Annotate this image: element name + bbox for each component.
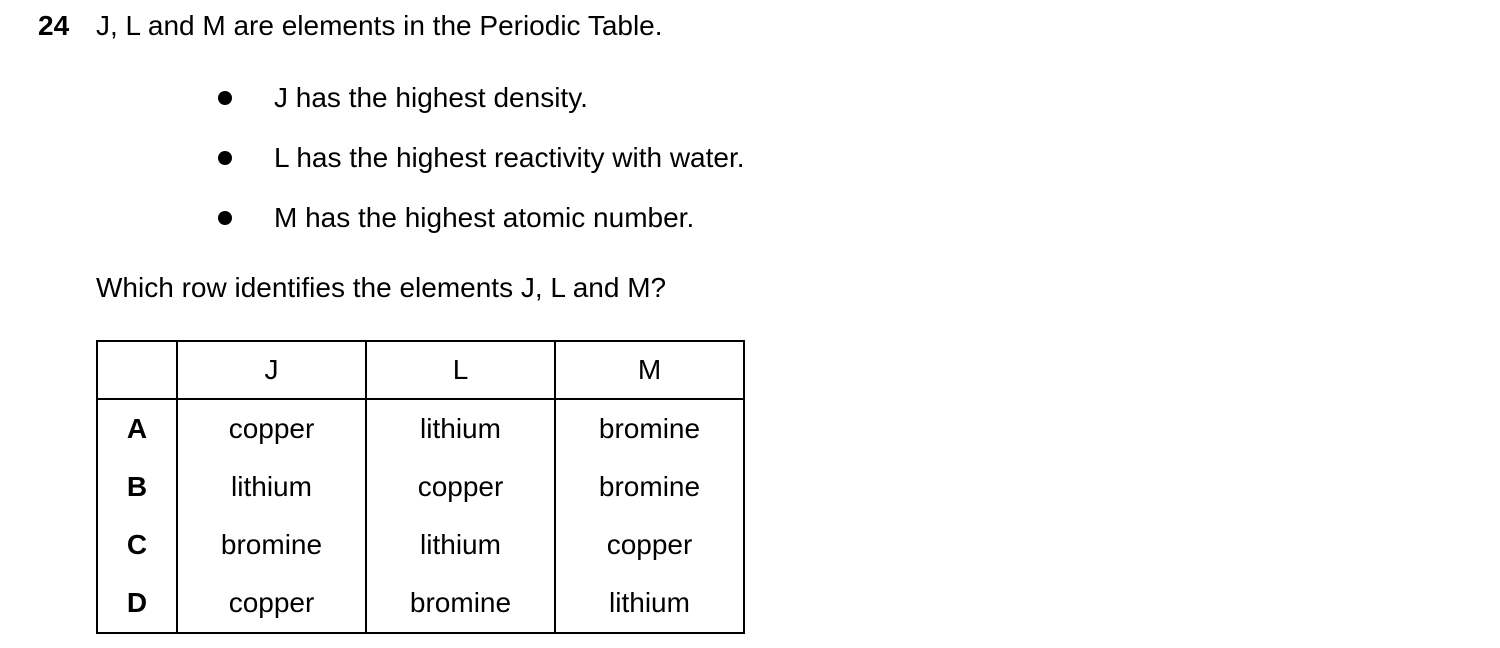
table-cell: copper: [177, 574, 366, 633]
table-cell: lithium: [555, 574, 744, 633]
table-cell: copper: [555, 516, 744, 574]
table-cell: bromine: [555, 458, 744, 516]
option-letter: A: [97, 399, 177, 458]
bullet-icon: [218, 151, 232, 165]
table-header-cell: [97, 341, 177, 399]
bullet-text: L has the highest reactivity with water.: [274, 142, 745, 173]
table-header-cell: J: [177, 341, 366, 399]
table-cell: bromine: [177, 516, 366, 574]
table-header-cell: L: [366, 341, 555, 399]
question-prompt: Which row identifies the elements J, L and M?: [96, 272, 667, 303]
option-letter: C: [97, 516, 177, 574]
table-header-row: [97, 341, 744, 399]
table-row: [97, 458, 744, 516]
table-cell: lithium: [366, 516, 555, 574]
table-row: [97, 516, 744, 574]
table-cell: copper: [177, 399, 366, 458]
bullet-text: J has the highest density.: [274, 82, 588, 113]
bullet-icon: [218, 91, 232, 105]
question-stem: J, L and M are elements in the Periodic Table.: [96, 10, 663, 41]
table-cell: bromine: [366, 574, 555, 633]
option-letter: D: [97, 574, 177, 633]
table-cell: copper: [366, 458, 555, 516]
table-cell: lithium: [177, 458, 366, 516]
table-row: [97, 574, 744, 633]
table-cell: bromine: [555, 399, 744, 458]
bullet-icon: [218, 211, 232, 225]
table-row: [97, 399, 744, 458]
answer-options-table: [96, 340, 745, 634]
table-cell: lithium: [366, 399, 555, 458]
question-number: 24: [38, 10, 70, 41]
bullet-text: M has the highest atomic number.: [274, 202, 695, 233]
table-header-cell: M: [555, 341, 744, 399]
option-letter: B: [97, 458, 177, 516]
